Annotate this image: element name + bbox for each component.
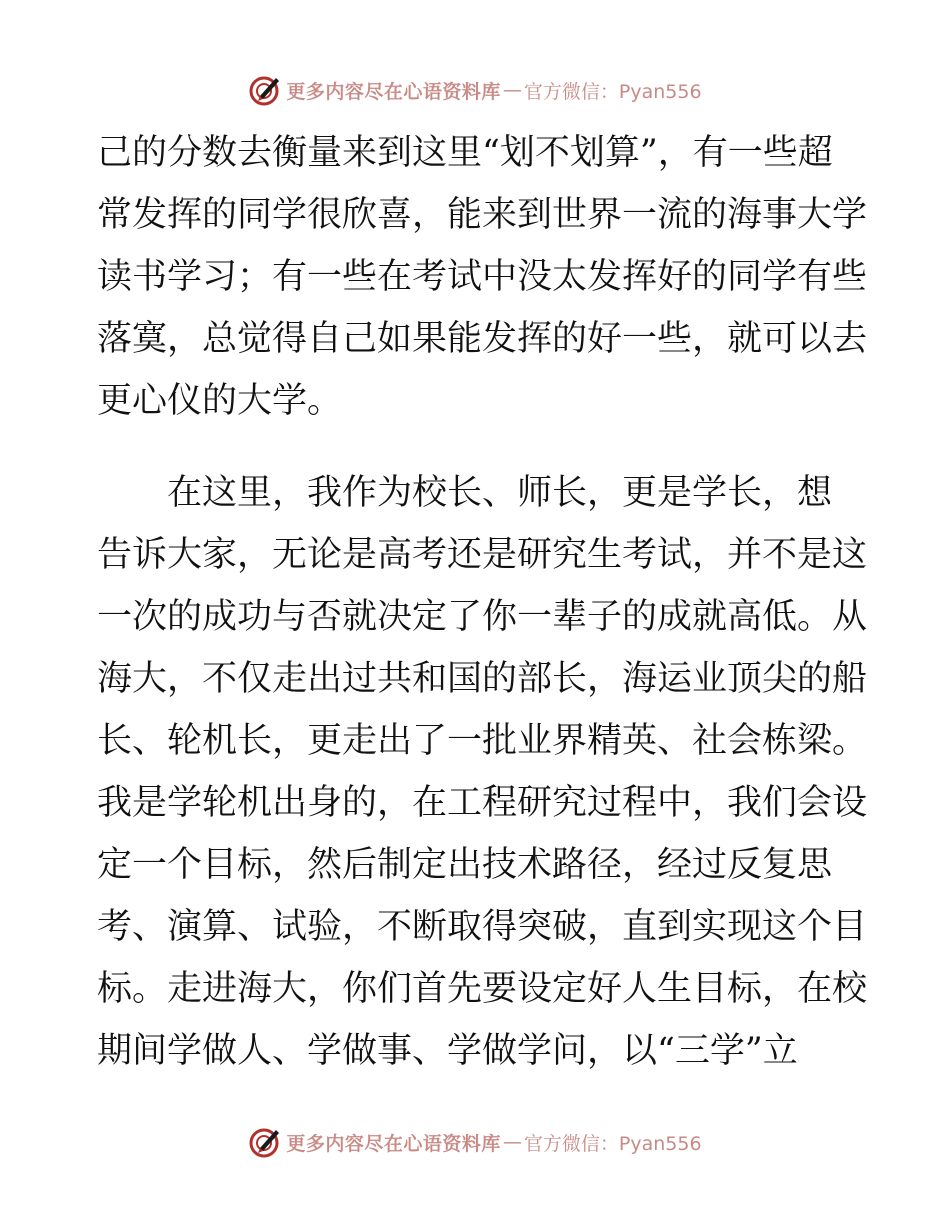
text-line: 落寞，总觉得自己如果能发挥的好一些，就可以去 bbox=[97, 319, 868, 359]
document-body bbox=[97, 122, 868, 1082]
watermark-separator: — bbox=[502, 79, 522, 101]
text-line: 读书学习；有一些在考试中没太发挥好的同学有些 bbox=[97, 257, 868, 297]
text-line: 标。走进海大，你们首先要设定好人生目标，在校 bbox=[97, 969, 868, 1009]
paragraph bbox=[97, 462, 868, 1082]
paragraph bbox=[97, 122, 868, 432]
text-line: 常发挥的同学很欣喜，能来到世界一流的海事大学 bbox=[97, 195, 868, 235]
pen-logo-icon bbox=[248, 1125, 282, 1159]
text-line: 海大，不仅走出过共和国的部长，海运业顶尖的船 bbox=[97, 659, 868, 699]
header-watermark bbox=[0, 70, 950, 110]
watermark-separator: — bbox=[502, 1131, 522, 1153]
paragraph-spacer bbox=[97, 432, 857, 462]
text-line: 期间学做人、学做事、学做学问，以“三学”立 bbox=[97, 1031, 798, 1071]
text-line: 一次的成功与否就决定了你一辈子的成就高低。从 bbox=[97, 597, 868, 637]
watermark-contact: 官方微信：Pyan556 bbox=[523, 80, 702, 103]
text-line: 告诉大家，无论是高考还是研究生考试，并不是这 bbox=[97, 535, 868, 575]
text-line: 在这里，我作为校长、师长，更是学长，想 bbox=[97, 473, 833, 513]
text-line: 定一个目标，然后制定出技术路径，经过反复思 bbox=[97, 845, 833, 885]
watermark-text: 更多内容尽在心语资料库 bbox=[286, 1132, 501, 1155]
text-line: 更心仪的大学。 bbox=[97, 381, 343, 421]
footer-watermark bbox=[0, 1122, 950, 1162]
pen-logo-icon bbox=[248, 73, 282, 107]
text-line: 考、演算、试验，不断取得突破，直到实现这个目 bbox=[97, 907, 868, 947]
text-line: 我是学轮机出身的，在工程研究过程中，我们会设 bbox=[97, 783, 868, 823]
watermark-text: 更多内容尽在心语资料库 bbox=[286, 80, 501, 103]
watermark-contact: 官方微信：Pyan556 bbox=[523, 1132, 702, 1155]
text-line: 己的分数去衡量来到这里“划不划算”，有一些超 bbox=[97, 133, 833, 173]
text-line: 长、轮机长，更走出了一批业界精英、社会栋梁。 bbox=[97, 721, 868, 761]
